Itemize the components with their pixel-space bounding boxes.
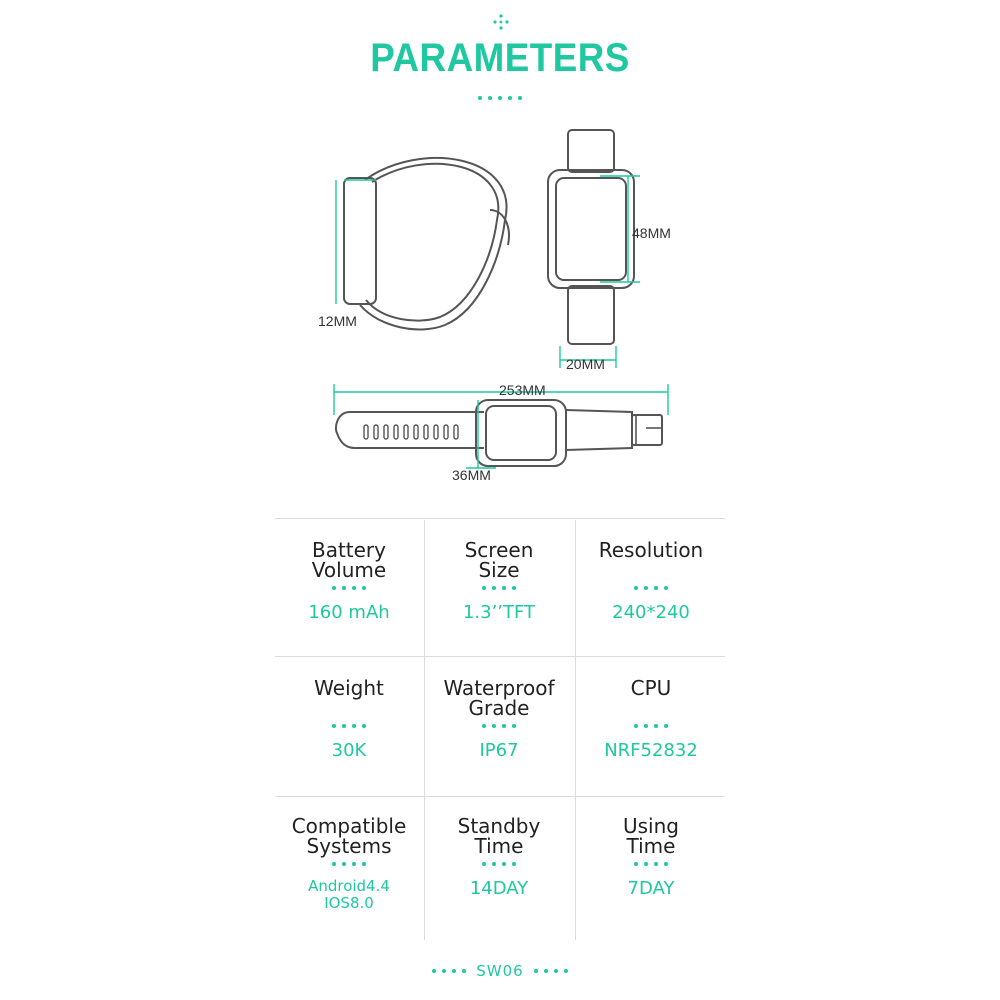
spec-label: Battery Volume (311, 538, 387, 582)
spec-weight (274, 676, 424, 760)
spec-resolution (576, 538, 726, 622)
front-view-screen (556, 178, 626, 280)
spec-dots (576, 586, 726, 590)
spec-value: 160 mAh (308, 602, 390, 623)
spec-dots (274, 862, 424, 866)
spec-value: 240*240 (612, 602, 690, 623)
spec-waterproof (424, 676, 574, 760)
spec-label: CPU (630, 676, 672, 700)
footer-dots-right (534, 969, 568, 973)
spec-label: Using Time (623, 814, 679, 858)
spec-dots (424, 724, 574, 728)
spec-label: Waterproof Grade (443, 676, 555, 720)
grid-row-line-2 (275, 796, 725, 797)
dim-length-label: 253MM (499, 382, 546, 398)
spec-label: Standby Time (457, 814, 541, 858)
spec-value: 7DAY (627, 878, 675, 899)
spec-value: NRF52832 (604, 740, 698, 761)
spec-dots (576, 724, 726, 728)
flat-view-screen (486, 406, 556, 460)
footer (0, 962, 1000, 980)
model-name: SW06 (476, 962, 524, 980)
spec-standby-time (424, 814, 574, 898)
spec-using-time (576, 814, 726, 898)
spec-dots (274, 586, 424, 590)
spec-battery (274, 538, 424, 622)
spec-label: Compatible Systems (291, 814, 407, 858)
spec-value: Android4.4 IOS8.0 (308, 877, 390, 912)
front-view-bottom-strap (568, 286, 614, 344)
dim-band-width-label: 20MM (566, 356, 605, 372)
spec-label: Weight (314, 676, 384, 700)
grid-row-line-1 (275, 656, 725, 657)
dim-thickness-label: 12MM (318, 313, 357, 329)
flat-view-case (476, 400, 566, 466)
flat-band-right (566, 410, 632, 450)
spec-dots (424, 862, 574, 866)
spec-label: Resolution (598, 538, 704, 562)
crosshair-icon (491, 12, 511, 32)
watch-dimension-diagram (0, 110, 1000, 510)
spec-label: Screen Size (464, 538, 534, 582)
spec-cpu (576, 676, 726, 760)
side-view-case (344, 178, 376, 304)
footer-dots-left (432, 969, 466, 973)
grid-top-line (275, 518, 725, 519)
dim-case-width-label: 36MM (452, 467, 491, 483)
spec-value: 14DAY (469, 878, 529, 899)
front-view-top-strap (568, 130, 614, 172)
front-view-case (548, 170, 634, 288)
flat-band-left (336, 412, 484, 448)
page-title: PARAMETERS (370, 36, 630, 80)
spec-value: IP67 (479, 740, 519, 761)
dim-height-label: 48MM (632, 225, 671, 241)
side-view-band (360, 158, 507, 330)
spec-screen-size (424, 538, 574, 622)
spec-value: 1.3’’TFT (462, 602, 536, 623)
spec-dots (274, 724, 424, 728)
spec-dots (576, 862, 726, 866)
title-dots (0, 96, 1000, 100)
spec-dots (424, 586, 574, 590)
spec-value: 30K (331, 740, 367, 761)
spec-compatible-systems (274, 814, 424, 912)
